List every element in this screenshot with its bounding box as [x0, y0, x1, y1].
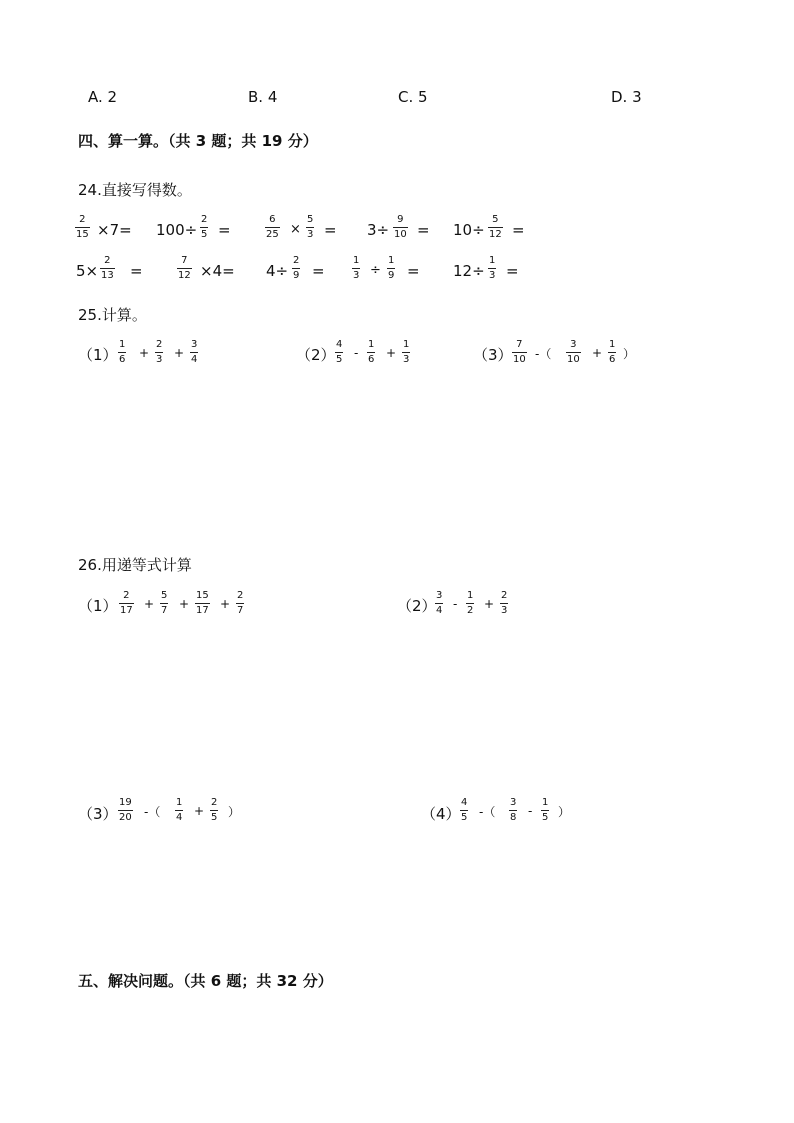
fraction: 2 9 [293, 255, 300, 281]
fraction: 3 8 [510, 797, 517, 823]
fraction: 1 3 [353, 255, 360, 281]
fraction: 1 6 [119, 339, 126, 365]
fraction: 5 3 [307, 214, 314, 240]
fraction: 3 4 [436, 590, 443, 616]
fraction: 2 7 [237, 590, 244, 616]
q26-title: 26.用递等式计算 [78, 556, 192, 574]
fraction: 19 20 [119, 797, 132, 823]
operator: ） [228, 805, 241, 819]
expr-tail: = [407, 262, 420, 280]
expr-tail: = [312, 262, 325, 280]
fraction: 2 5 [211, 797, 218, 823]
operator: - [354, 346, 359, 360]
expr-head: 100÷ [156, 221, 198, 239]
expr-tail: = [512, 221, 525, 239]
operator: + [484, 597, 495, 611]
operator: -（ [144, 805, 161, 819]
operator: × [290, 222, 301, 237]
expr-tail: = [506, 262, 519, 280]
fraction: 2 17 [120, 590, 133, 616]
q25-title: 25.计算。 [78, 306, 147, 324]
expr-tail: = [417, 221, 430, 239]
problem-label: （3） [78, 805, 118, 823]
fraction: 2 5 [201, 214, 208, 240]
expr-tail: = [130, 262, 143, 280]
expr-head: 10÷ [453, 221, 485, 239]
operator: - [453, 597, 458, 611]
operator: + [139, 346, 150, 360]
problem-label: （2） [296, 346, 336, 364]
operator: + [386, 346, 397, 360]
operator: + [194, 804, 205, 818]
operator: + [144, 597, 155, 611]
expr-head: 5× [76, 262, 99, 280]
operator: - [528, 804, 533, 818]
operator: ） [558, 805, 571, 819]
fraction: 5 12 [489, 214, 502, 240]
option-c: C. 5 [398, 88, 428, 106]
expr-head: 3÷ [367, 221, 390, 239]
fraction: 3 10 [567, 339, 580, 365]
operator: -（ [479, 805, 496, 819]
fraction: 5 7 [161, 590, 168, 616]
fraction: 2 3 [156, 339, 163, 365]
section-4-title: 四、算一算。（共 3 题；共 19 分） [78, 132, 318, 150]
q24-title: 24.直接写得数。 [78, 181, 192, 199]
fraction: 1 3 [403, 339, 410, 365]
expr-tail: = [324, 221, 337, 239]
fraction: 1 6 [609, 339, 616, 365]
expr-tail: ×7= [97, 221, 132, 239]
problem-label: （1） [78, 346, 118, 364]
fraction: 7 10 [513, 339, 526, 365]
problem-label: （4） [421, 805, 461, 823]
expr-head: 4÷ [266, 262, 289, 280]
fraction: 1 2 [467, 590, 474, 616]
fraction: 4 5 [461, 797, 468, 823]
option-a: A. 2 [88, 88, 118, 106]
fraction: 1 9 [388, 255, 395, 281]
operator: + [174, 346, 185, 360]
fraction: 2 3 [501, 590, 508, 616]
fraction: 1 3 [489, 255, 496, 281]
fraction: 2 13 [101, 255, 114, 281]
operator: ） [623, 347, 636, 361]
problem-label: （3） [473, 346, 513, 364]
fraction: 4 5 [336, 339, 343, 365]
fraction: 1 4 [176, 797, 183, 823]
expr-head: 12÷ [453, 262, 485, 280]
operator: + [179, 597, 190, 611]
fraction: 1 6 [368, 339, 375, 365]
operator: -（ [535, 347, 552, 361]
fraction: 2 15 [76, 214, 89, 240]
fraction: 3 4 [191, 339, 198, 365]
option-b: B. 4 [248, 88, 278, 106]
fraction: 6 25 [266, 214, 279, 240]
fraction: 9 10 [394, 214, 407, 240]
problem-label: （2） [397, 597, 437, 615]
fraction: 1 5 [542, 797, 549, 823]
operator: + [220, 597, 231, 611]
operator: ÷ [370, 263, 381, 278]
option-d: D. 3 [611, 88, 642, 106]
expr-tail: = [218, 221, 231, 239]
problem-label: （1） [78, 597, 118, 615]
fraction: 7 12 [178, 255, 191, 281]
operator: + [592, 346, 603, 360]
expr-tail: ×4= [200, 262, 235, 280]
section-5-title: 五、解决问题。（共 6 题；共 32 分） [78, 972, 333, 990]
fraction: 15 17 [196, 590, 209, 616]
